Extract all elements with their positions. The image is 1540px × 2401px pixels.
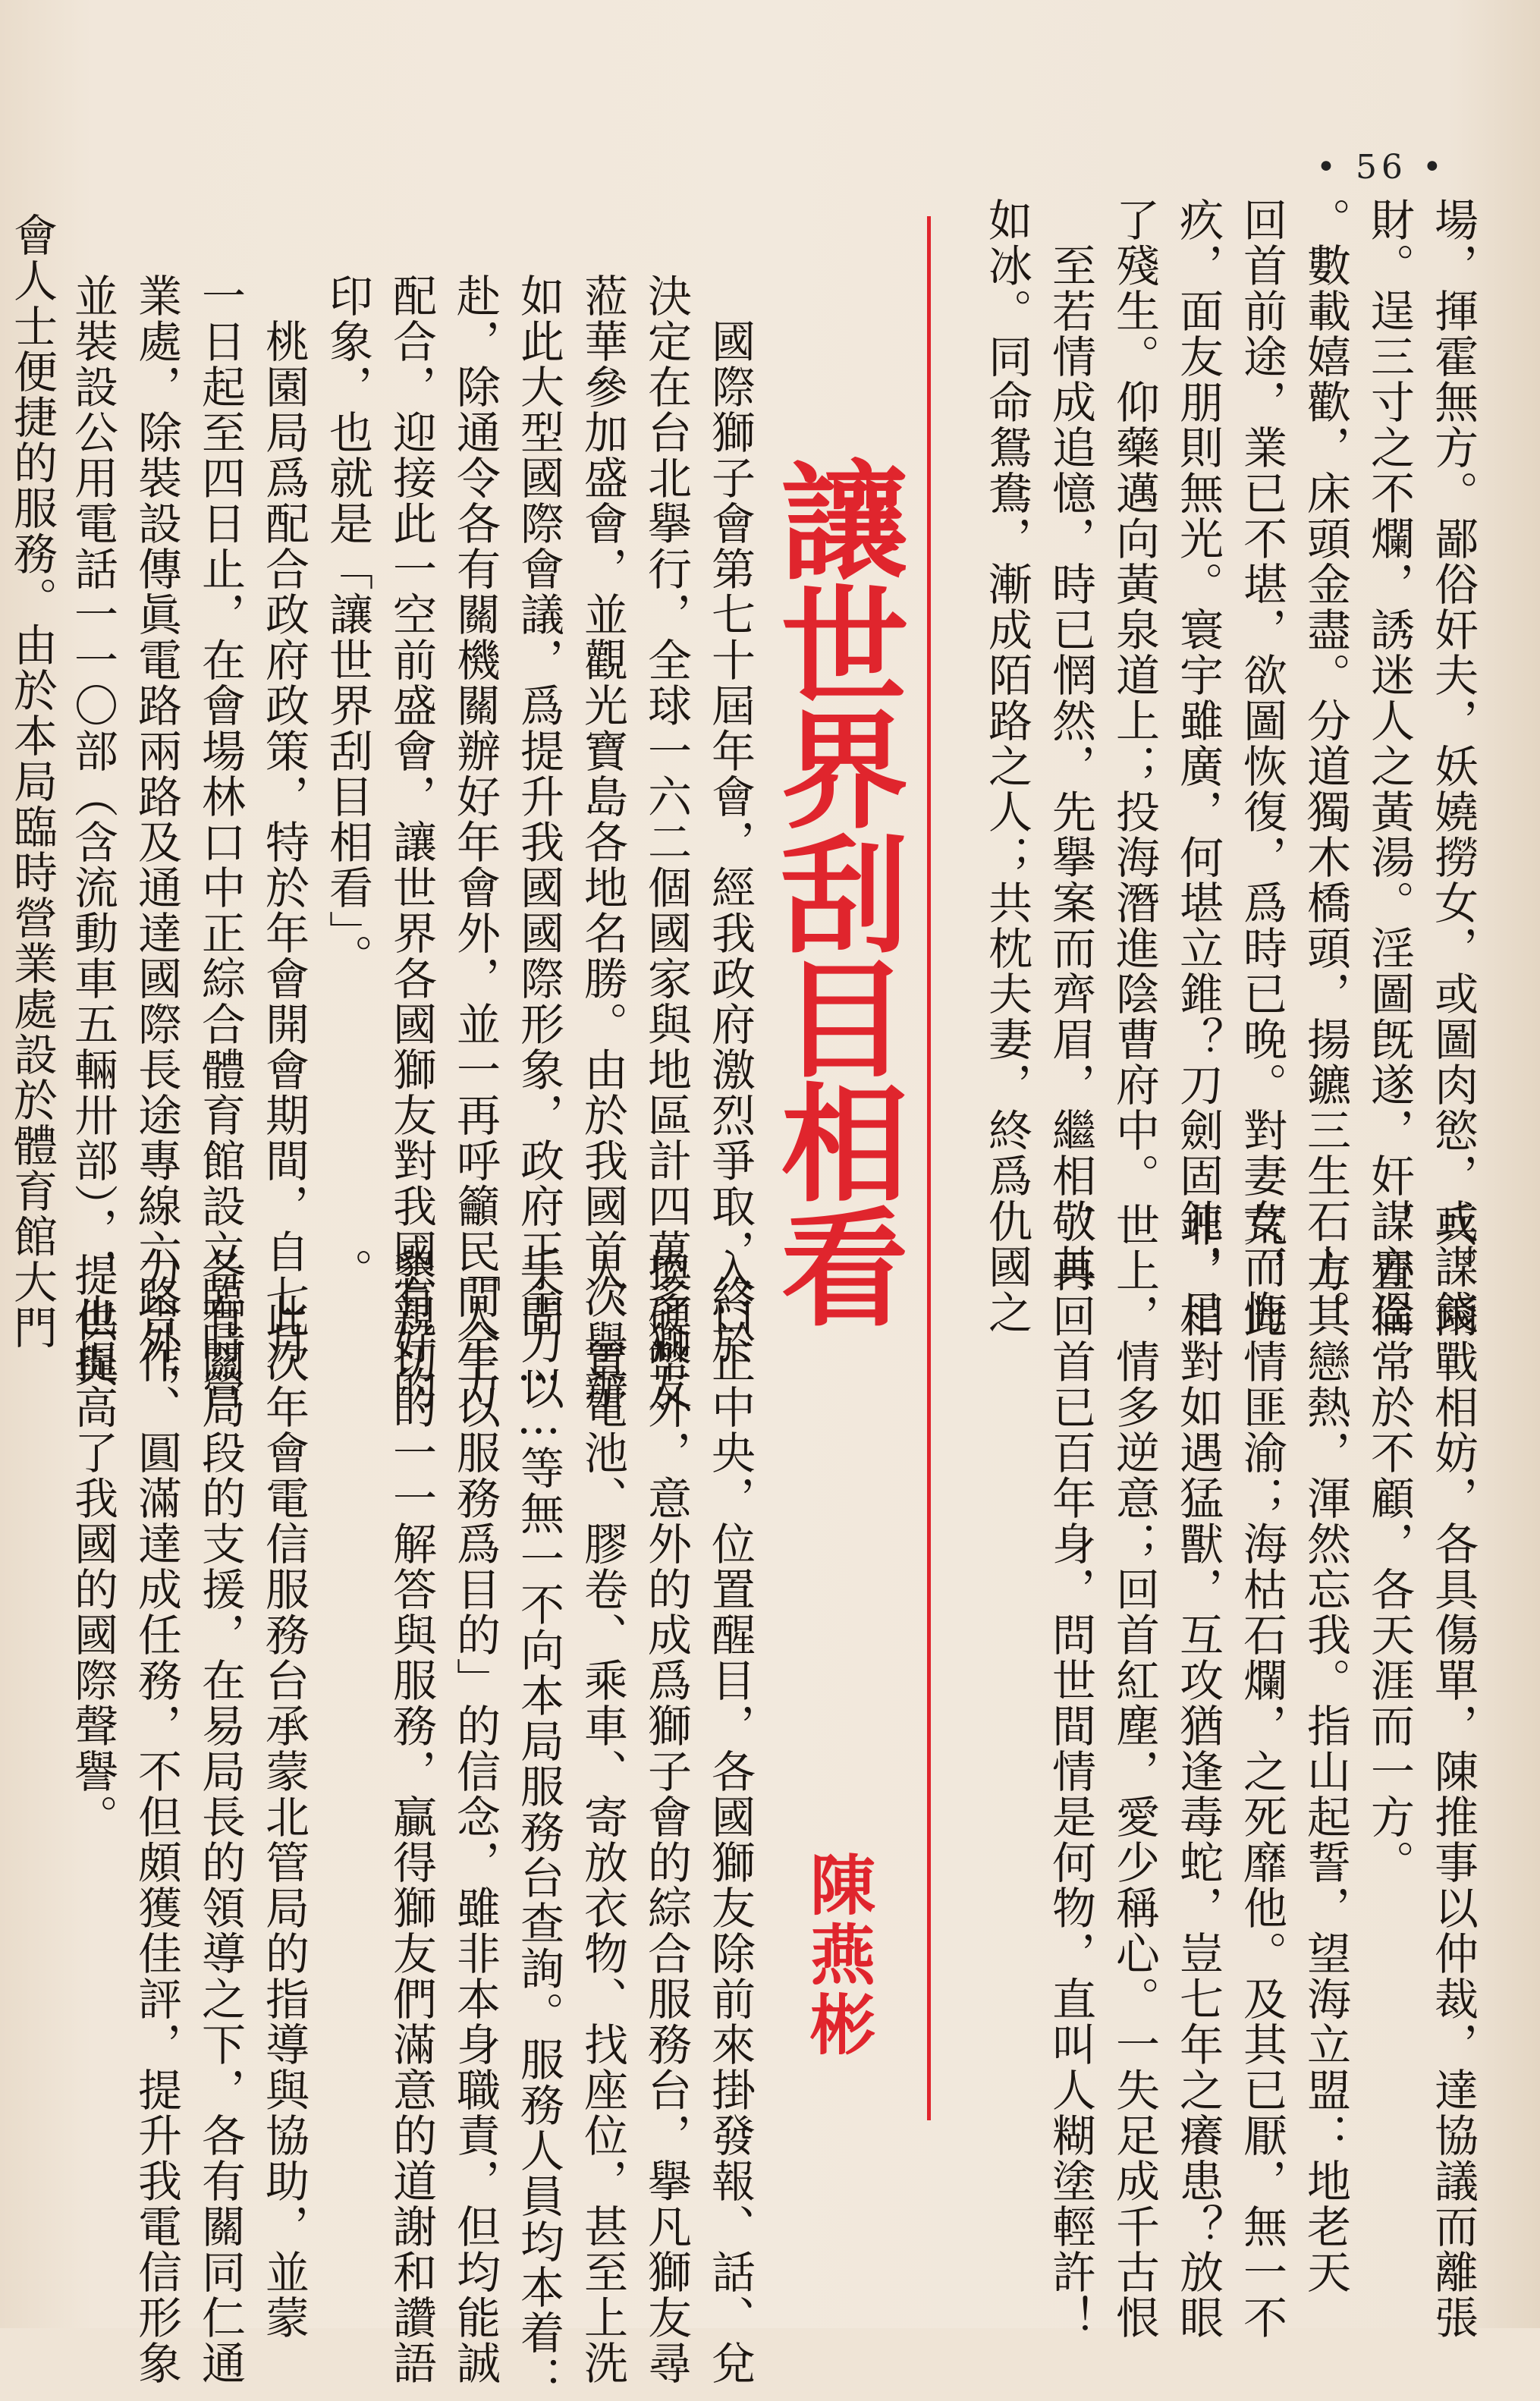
text-column: 世上，情多逆意；回首紅塵，愛少稱心。一失足成千古恨: [1108, 1202, 1160, 2340]
text-column: 會人士便捷的服務。由於本局臨時營業處設於體育館大門: [6, 212, 58, 1350]
text-column: 桃園局爲配合政府政策，特於年會開會期間，自七月: [258, 273, 310, 1365]
text-column: ，再回首已百年身，問世間情是何物，直叫人糊塗輕許！: [1045, 1202, 1096, 2340]
text-column: 財。逞三寸之不爛，誘迷人之黃湯。淫圖旣遂，奸謀亦逞: [1363, 197, 1415, 1335]
text-column: 一日起至四日止，在會場林口中正綜合體育館設立臨時營: [194, 273, 246, 1411]
text-column: 印象，也就是「讓世界刮目相看」。: [322, 273, 373, 979]
text-column: 國際獅子會第七十屆年會，經我政府激烈爭取，終於: [704, 273, 756, 1365]
text-column: 人、買電池、膠卷、乘車、寄放衣物、找座位，甚至上洗: [577, 1248, 628, 2386]
text-column: 。: [322, 1248, 373, 1293]
red-divider-rule: [927, 216, 931, 2120]
text-column: 方其戀熱，渾然忘我。指山起誓，望海立盟：地老天: [1300, 1202, 1351, 2295]
page-number: • 56 •: [1316, 148, 1447, 187]
text-column: 力合作、圓滿達成任務，不但頗獲佳評，提升我電信形象: [130, 1248, 182, 2386]
article-title: 讓世界刮目相看: [760, 455, 909, 1326]
text-column: 疚，面友朋則無光。寰宇雖廣，何堪立錐？刀劍固鈍，足: [1172, 197, 1224, 1335]
text-column: 入口正中央，位置醒目，各國獅友除前來掛發報、話、兌: [704, 1248, 756, 2386]
text-column: ，置倫常於不顧，各天涯而一方。: [1363, 1202, 1415, 1885]
text-column: 換硬幣外，意外的成爲獅子會的綜合服務台，擧凡獅友尋: [640, 1248, 692, 2386]
text-column: 場，揮霍無方。鄙俗奸夫，妖嬈撈女，或圖肉慾，或謀錢: [1427, 197, 1479, 1335]
article-author: 陳燕彬: [799, 1851, 875, 2060]
text-column: 如此大型國際會議，爲提升我國國際形象，政府正全力以: [513, 273, 564, 1411]
text-column: 懇親切的一一解答與服務，贏得獅友們滿意的道謝和讚語: [385, 1248, 437, 2386]
text-column: 「人生以服務爲目的」的信念，雖非本身職責，但均能誠: [449, 1248, 501, 2386]
text-column: ，也提高了我國的國際聲譽。: [67, 1248, 118, 1840]
text-column: 兵。兩戰相妨，各具傷單，陳推事以仲裁，達協議而離張: [1427, 1202, 1479, 2340]
text-column: 業處，除裝設傳眞電路兩路及通達國際長途專線六路外，: [130, 273, 182, 1411]
text-column: 赴，除通令各有關機關辦好年會外，並一再呼籲民間全力: [449, 273, 501, 1411]
text-column: 非，相對如遇猛獸，互攻猶逢毒蛇，豈七年之癢患？放眼: [1172, 1202, 1224, 2340]
text-column: 各有關局段的支援，在易局長的領導之下，各有關同仁通: [194, 1248, 246, 2386]
text-column: 手間……等無一不向本局服務台查詢。服務人員均本着：: [513, 1248, 564, 2401]
text-column: 至若情成追憶，時已惘然，先擧案而齊眉，繼相敬其: [1045, 197, 1096, 1290]
text-column: 配合，迎接此一空前盛會，讓世界各國獅友對我國有好的: [385, 273, 437, 1411]
text-column: 蒞華參加盛會，並觀光寶島各地名勝。由於我國首次擧辦: [577, 273, 628, 1411]
text-column: 回首前途，業已不堪，欲圖恢復，爲時已晚。對妻女而悔: [1236, 197, 1287, 1335]
text-column: 決定在台北擧行，全球一六二個國家與地區計四萬多獅友: [640, 273, 692, 1411]
text-column: 如冰。同命鴛鴦，漸成陌路之人；共枕夫妻，終爲仇國之: [981, 197, 1032, 1335]
text-column: 了殘生。仰藥邁向黃泉道上；投海潛進陰曹府中。: [1108, 197, 1160, 1199]
text-column: 。數載嬉歡，床頭金盡。分道獨木橋頭，揚鑣三生石上。: [1300, 197, 1351, 1335]
text-column: 此次年會電信服務台承蒙北管局的指導與協助，並蒙: [258, 1248, 310, 2340]
text-column: 荒，此情匪渝；海枯石爛，之死靡他。及其已厭，無一不: [1236, 1202, 1287, 2340]
text-column: 並裝設公用電話一一〇部（含流動車五輛卅部），提供與: [67, 273, 118, 1389]
